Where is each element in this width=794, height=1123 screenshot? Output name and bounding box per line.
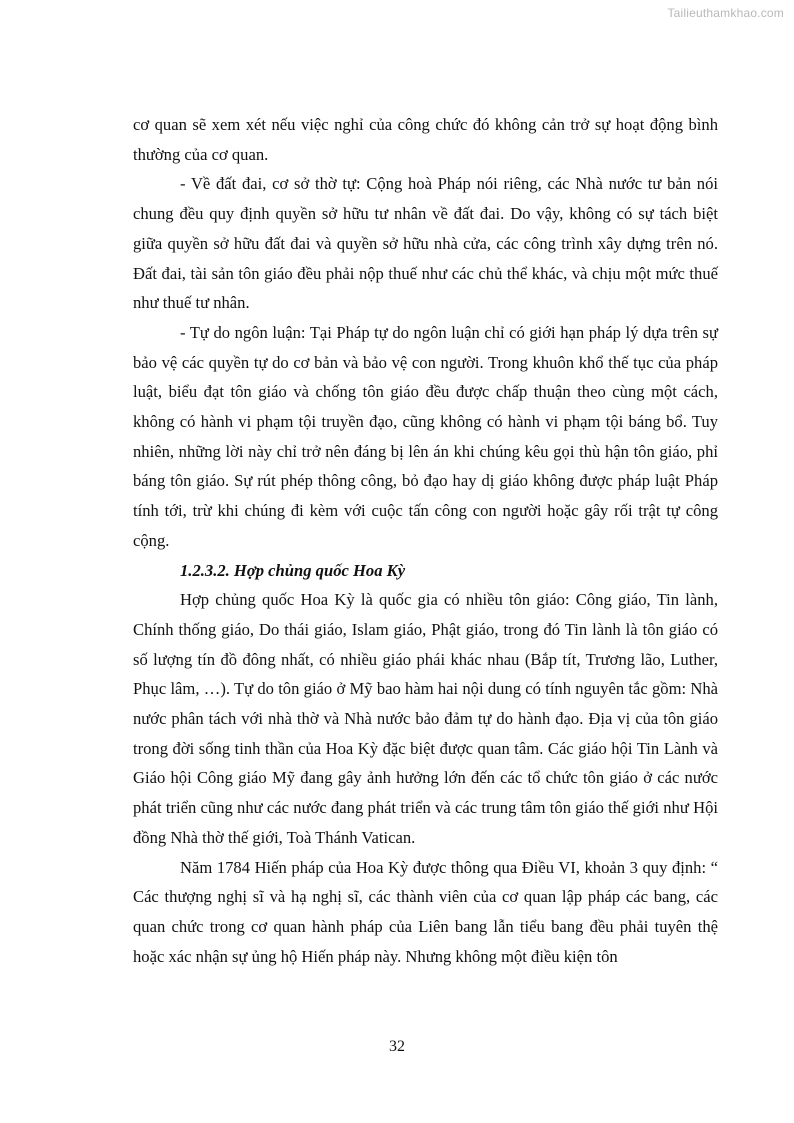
paragraph-freedom-of-speech: - Tự do ngôn luận: Tại Pháp tự do ngôn luận chỉ có giới hạn pháp lý dựa trên sự bảo vệ các quyền tự do cơ bản và bảo vệ con người. Trong khuôn khổ thế tục của pháp luật, biểu đạt tôn giáo và chống tôn giáo đều được chấp thuận theo cùng một cách, không có hành vi phạm tội truyền đạo, cũng không có hành vi phạm tội báng bổ. Tuy nhiên, những lời này chỉ trở nên đáng bị lên án khi chúng kêu gọi thù hận tôn giáo, phỉ báng tôn giáo. Sự rút phép thông công, bỏ đạo hay dị giáo không được pháp luật Pháp tính tới, trừ khi chúng đi kèm với cuộc tấn công con người hoặc gây rối trật tự công cộng. — [133, 322, 718, 550]
section-heading: 1.2.3.2. Hợp chủng quốc Hoa Kỳ — [180, 560, 406, 580]
page-number: 32 — [389, 1038, 405, 1055]
watermark: Tailieuthamkhao.com — [667, 6, 784, 20]
paragraph-continuation: cơ quan sẽ xem xét nếu việc nghỉ của công chức đó không cản trở sự hoạt động bình thường của cơ quan. — [133, 115, 718, 164]
paragraph-land-property: - Về đất đai, cơ sở thờ tự: Cộng hoà Pháp nói riêng, các Nhà nước tư bản nói chung đều quy định quyền sở hữu tư nhân về đất đai. Do vậy, không có sự tách biệt giữa quyền sở hữu đất đai và quyền sở hữu nhà cửa, các công trình xây dựng trên nó. Đất đai, tài sản tôn giáo đều phải nộp thuế như các chủ thể khác, và chịu một mức thuế như thuế tư nhân. — [133, 174, 718, 313]
paragraph-usa-constitution: Năm 1784 Hiến pháp của Hoa Kỳ được thông qua Điều VI, khoản 3 quy định: “ Các thượng nghị sĩ và hạ nghị sĩ, các thành viên của cơ quan lập pháp các bang, các quan chức trong cơ quan hành pháp của Liên bang lẫn tiểu bang đều phải tuyên thệ hoặc xác nhận sự ủng hộ Hiến pháp này. Nhưng không một điều kiện tôn — [133, 857, 718, 966]
document-body — [133, 110, 718, 971]
paragraph-usa-religions: Hợp chủng quốc Hoa Kỳ là quốc gia có nhiều tôn giáo: Công giáo, Tin lành, Chính thống giáo, Do thái giáo, Islam giáo, Phật giáo, trong đó Tin lành là tôn giáo có số lượng tín đồ đông nhất, có nhiều giáo phái khác nhau (Bắp tít, Trương lão, Luther, Phục lâm, …). Tự do tôn giáo ở Mỹ bao hàm hai nội dung có tính nguyên tắc gồm: Nhà nước phân tách với nhà thờ và Nhà nước bảo đảm tự do hành đạo. Địa vị của tôn giáo trong đời sống tinh thần của Hoa Kỳ đặc biệt được quan tâm. Các giáo hội Tin Lành và Giáo hội Công giáo Mỹ đang gây ảnh hưởng lớn đến các tổ chức tôn giáo ở các nước phát triển cũng như các nước đang phát triển và các trung tâm tôn giáo thế giới như Hội đồng Nhà thờ thế giới, Toà Thánh Vatican. — [133, 590, 718, 847]
